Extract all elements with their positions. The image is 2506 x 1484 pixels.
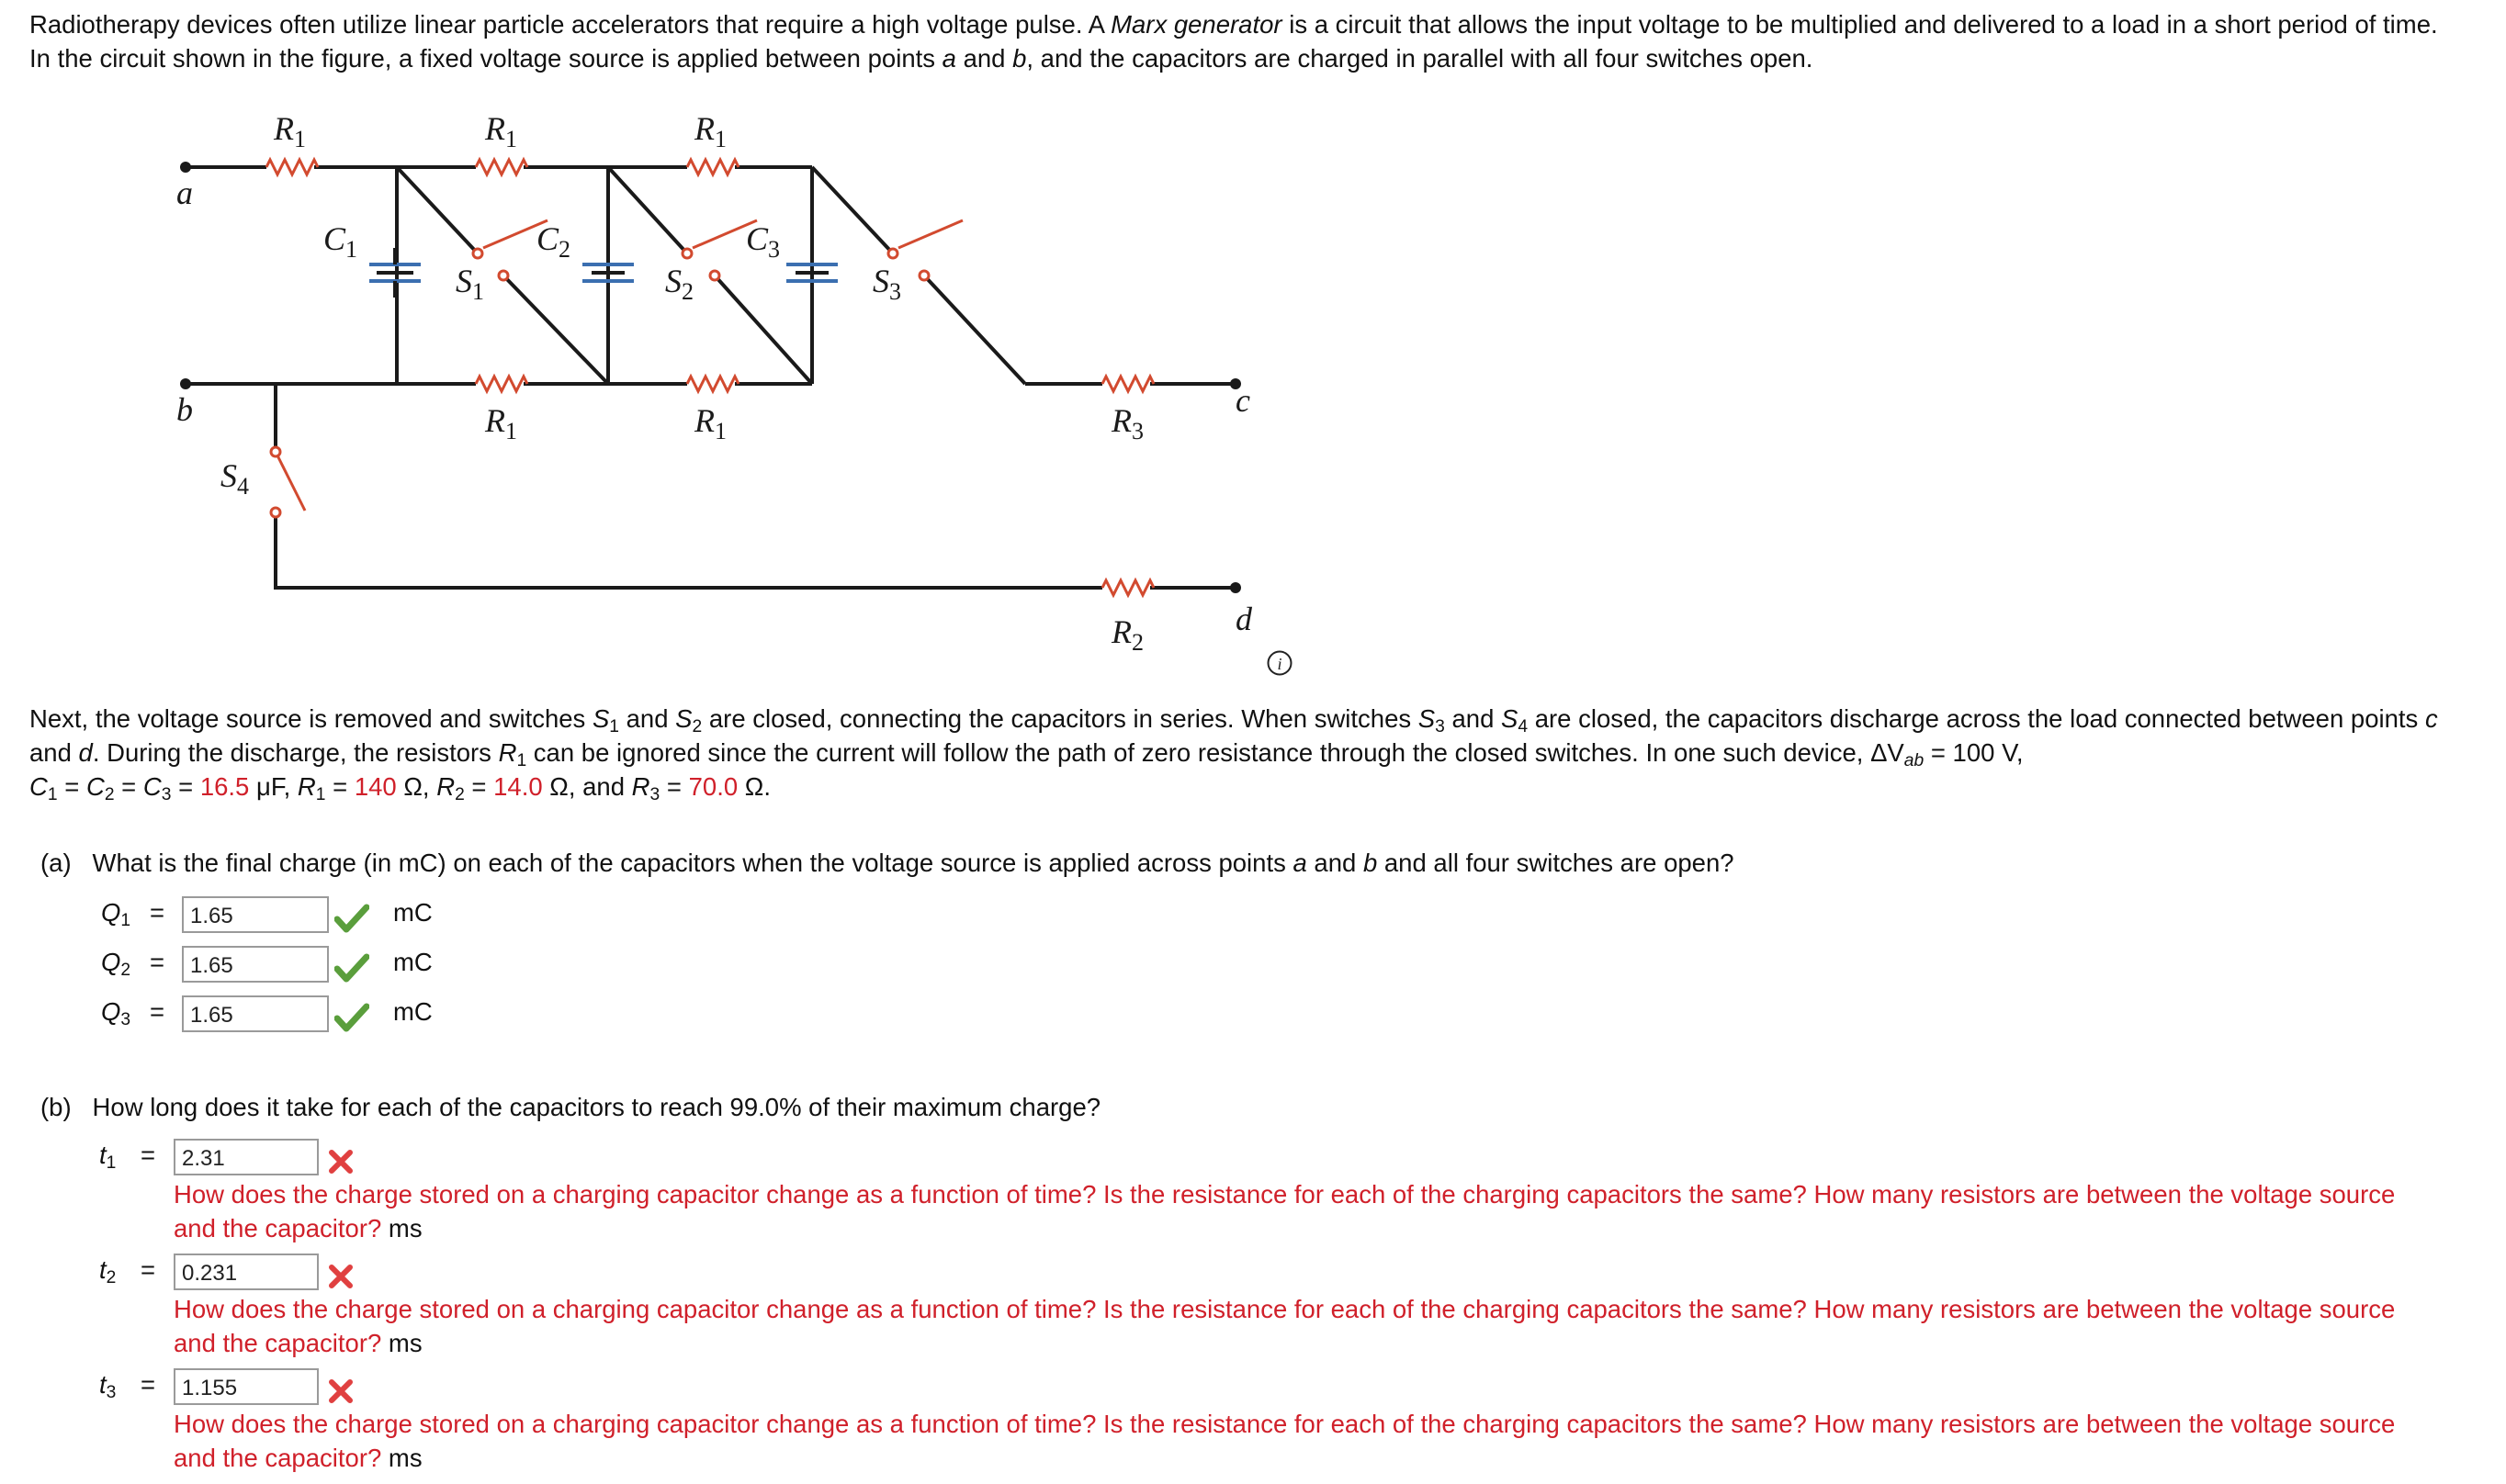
t1-input[interactable]: 2.31 (174, 1139, 319, 1175)
resistor-r2 (1102, 580, 1154, 595)
resistor-r1-top-3 (687, 160, 739, 174)
part-a-question: (a) What is the final charge (in mC) on each of the capacitors when the voltage source is applied across points a and b and all four switches are open? (40, 849, 1734, 877)
svg-text:R2: $R_2$ (1112, 613, 1144, 656)
answer-row-t3: $t_3$ = 1.155 (0, 1368, 551, 1407)
check-icon (334, 953, 369, 983)
svg-text:S2: $S_2$ (665, 263, 694, 305)
t3-input[interactable]: 1.155 (174, 1368, 319, 1405)
terminal-d (1230, 582, 1241, 593)
resistor-r1-top-1 (266, 160, 318, 174)
intro-paragraph: Radiotherapy devices often utilize linear particle accelerators that require a high voltage pulse. A Marx generator is a circuit that allows the input voltage to be multiplied and delivered to a load in a short period of time. In the circuit shown in the figure, a fixed voltage source is applied between points a and b, and the capacitors are charged in parallel with all four switches open. (29, 10, 2438, 73)
terminal-b (180, 378, 191, 389)
svg-text:C3: $C_3$ (746, 220, 781, 263)
svg-text:R1: $R_1$ (274, 110, 306, 152)
hint-t2: How does the charge stored on a charging capacitor change as a function of time? Is the resistance for each of the charging capacitors the same? How many resistors are between the voltage source and the capacitor? ms (174, 1295, 2396, 1357)
x-icon (327, 1263, 355, 1290)
x-icon (327, 1148, 355, 1175)
svg-text:C2: $C_2$ (536, 220, 571, 263)
x-icon (327, 1377, 355, 1405)
info-icon[interactable] (1266, 649, 1293, 677)
label-c: c (1236, 382, 1250, 419)
part-b-question: (b) How long does it take for each of the capacitors to reach 99.0% of their maximum charge? (40, 1093, 1101, 1121)
r1-value: 140 (354, 772, 397, 801)
q1-input[interactable]: 1.65 (182, 896, 329, 933)
answer-row-q2: $Q_2$ = 1.65 mC (0, 946, 551, 984)
switch-s4 (276, 452, 305, 511)
switch-s3 (898, 220, 963, 248)
terminal-a (180, 162, 191, 173)
answer-row-t1: $t_1$ = 2.31 (0, 1139, 551, 1177)
svg-text:R1: $R_1$ (694, 402, 727, 444)
answer-row-t2: $t_2$ = 0.231 (0, 1254, 551, 1292)
hint-t3: How does the charge stored on a charging capacitor change as a function of time? Is the resistance for each of the charging capacitors the same? How many resistors are between the voltage source and the capacitor? ms (174, 1410, 2396, 1472)
svg-text:S4: $S_4$ (220, 457, 249, 500)
svg-text:R3: $R_3$ (1112, 402, 1144, 444)
label-a: a (176, 174, 193, 211)
marx-generator-circuit (156, 101, 1350, 689)
svg-text:R1: $R_1$ (485, 110, 517, 152)
resistor-r1-top-2 (476, 160, 527, 174)
check-icon (334, 1003, 369, 1032)
resistor-r3 (1102, 377, 1154, 391)
resistor-r1-bottom-1 (476, 377, 527, 391)
answer-row-q1: $Q_1$ = 1.65 mC (0, 896, 551, 935)
resistor-r1-bottom-2 (687, 377, 739, 391)
capacitance-value: 16.5 (199, 772, 250, 801)
hint-t1: How does the charge stored on a charging capacitor change as a function of time? Is the resistance for each of the charging capacitors the same? How many resistors are between the voltage source and the capacitor? ms (174, 1180, 2396, 1242)
svg-text:C1: $C_1$ (323, 220, 358, 263)
svg-text:R1: $R_1$ (485, 402, 517, 444)
discharge-paragraph: Next, the voltage source is removed and switches $S_1$ and $S_2$ are closed, connecting the capacitors in series. When switches $S_3$ and $S_4$ are closed, the capacitors discharge across the load connected between points c and d. During the discharge, the resistors $R_1$ can be ignored since the current will follow the path of zero resistance through the closed switches. In one such device, $\Delta V_{ab} = 100$ V, $C_1 = C_2 = C_3 = 16.5$ μF, $R_1 = 140$ Ω, $R_2 = 14.0$ Ω, and $R_3 = 70.0$ Ω. (29, 704, 2438, 804)
svg-text:S3: $S_3$ (873, 263, 901, 305)
svg-text:S1: $S_1$ (456, 263, 484, 305)
label-d: d (1236, 601, 1252, 637)
q2-input[interactable]: 1.65 (182, 946, 329, 983)
check-icon (334, 904, 369, 933)
r2-value: 14.0 (493, 772, 543, 801)
svg-text:i: i (1277, 655, 1282, 673)
svg-text:R1: $R_1$ (694, 110, 727, 152)
answer-row-q3: $Q_3$ = 1.65 mC (0, 995, 551, 1034)
t2-input[interactable]: 0.231 (174, 1254, 319, 1290)
label-b: b (176, 391, 193, 428)
r3-value: 70.0 (688, 772, 739, 801)
q3-input[interactable]: 1.65 (182, 995, 329, 1032)
